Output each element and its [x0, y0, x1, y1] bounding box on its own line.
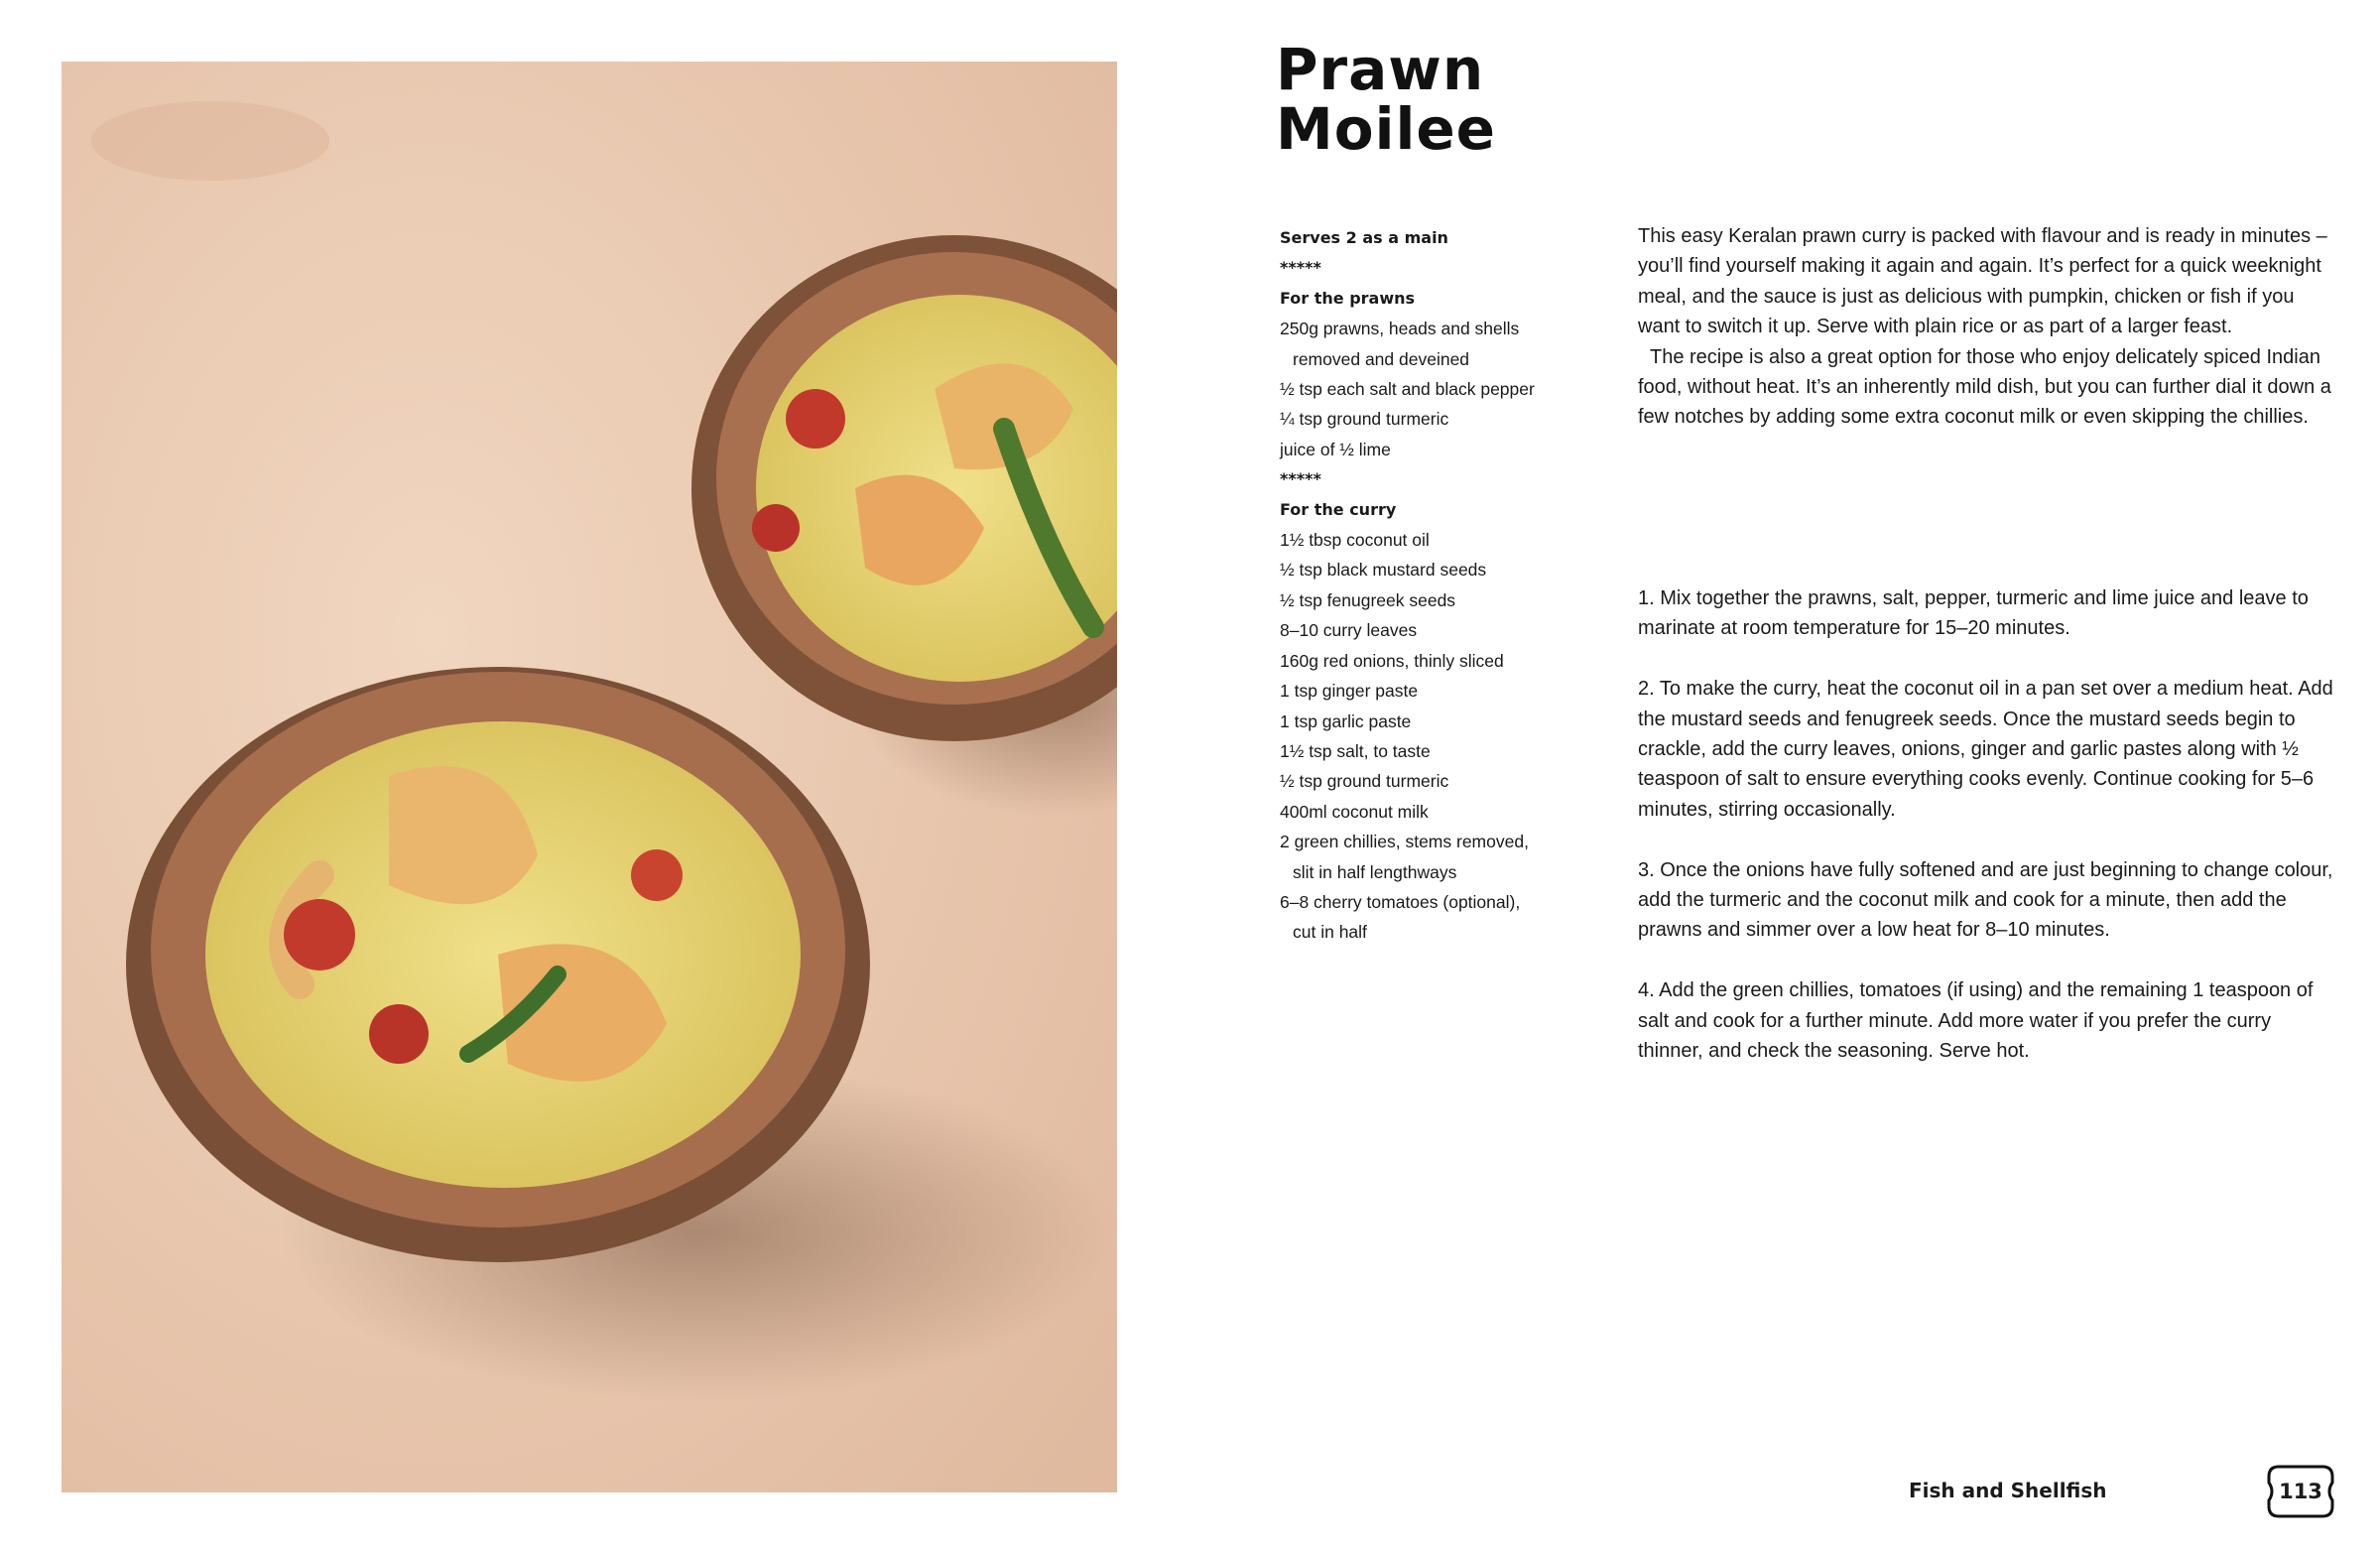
- method-step: 4. Add the green chillies, tomatoes (if using) and the remaining 1 teaspoon of salt and cook for a further minute. Add more water if you prefer the curry thinner, and check the seasoning. Serve hot.: [1638, 979, 2314, 1063]
- recipe-intro: [1638, 221, 2338, 433]
- ingredient-item: 250g prawns, heads and shells: [1280, 319, 1520, 339]
- title-line-2: Moilee: [1276, 95, 1496, 163]
- ingredient-item: 1 tsp garlic paste: [1280, 710, 1412, 731]
- ingredient-item: ¼ tsp ground turmeric: [1280, 409, 1449, 430]
- ingredient-item: 8–10 curry leaves: [1280, 620, 1418, 641]
- ingredient-item: 1½ tbsp coconut oil: [1280, 530, 1430, 551]
- ingredient-item: 6–8 cherry tomatoes (optional),: [1280, 891, 1521, 912]
- ingredient-item: juice of ½ lime: [1280, 439, 1391, 459]
- ingredient-item: 160g red onions, thinly sliced: [1280, 650, 1504, 671]
- page-number: 113: [2279, 1480, 2322, 1503]
- recipe-title: [1276, 36, 1496, 163]
- ingredient-item: 400ml coconut milk: [1280, 801, 1429, 822]
- ingredients-separator: *****: [1280, 469, 1321, 489]
- prawn-curry-bowls-icon: [62, 62, 1117, 1492]
- method-step: 3. Once the onions have fully softened and are just beginning to change colour, add the turmeric and the coconut milk and cook for a minute, then add the prawns and simmer over a low heat for 8–10 minutes.: [1638, 858, 2333, 942]
- ingredient-item: 2 green chillies, stems removed,: [1280, 832, 1529, 852]
- ingredients-list: [1280, 223, 1597, 948]
- ingredient-item: 1½ tsp salt, to taste: [1280, 740, 1431, 761]
- intro-paragraph: This easy Keralan prawn curry is packed with flavour and is ready in minutes – you’ll find yourself making it again and again. It’s perfect for a quick weeknight meal, and the sauce is just as delicious with pumpkin, chicken or fish if you want to switch it up. Serve with plain rice or as part of a larger feast.: [1638, 225, 2327, 338]
- method-step: 1. Mix together the prawns, salt, pepper, turmeric and lime juice and leave to marinate at room temperature for 15–20 minutes.: [1638, 587, 2309, 640]
- page-number-badge: [2265, 1463, 2336, 1520]
- ingredients-heading: Serves 2 as a main: [1280, 228, 1448, 247]
- recipe-method: [1638, 583, 2338, 1097]
- recipe-photo: [62, 62, 1117, 1492]
- ingredient-item: removed and deveined: [1293, 348, 1470, 369]
- ingredient-item: ½ tsp each salt and black pepper: [1280, 379, 1535, 400]
- section-name: Fish and Shellfish: [1909, 1479, 2107, 1502]
- ingredient-item: cut in half: [1293, 922, 1367, 943]
- ingredients-heading: For the prawns: [1280, 288, 1416, 308]
- title-line-1: Prawn: [1276, 36, 1485, 103]
- ingredient-item: ½ tsp ground turmeric: [1280, 771, 1449, 792]
- ingredient-item: ½ tsp black mustard seeds: [1280, 560, 1487, 581]
- method-step: 2. To make the curry, heat the coconut oil in a pan set over a medium heat. Add the mustard seeds and fenugreek seeds. Once the mustard seeds begin to crackle, add the curry leaves, onions, ginger and garlic pastes along with ½ teaspoon of salt to ensure everything cooks evenly. Continue cooking for 5–6 minutes, stirring occasionally.: [1638, 678, 2333, 821]
- ingredient-item: ½ tsp fenugreek seeds: [1280, 589, 1456, 610]
- ingredient-item: 1 tsp ginger paste: [1280, 681, 1419, 702]
- ingredient-item: slit in half lengthways: [1293, 861, 1457, 882]
- ingredients-heading: For the curry: [1280, 499, 1397, 519]
- intro-paragraph: The recipe is also a great option for those who enjoy delicately spiced Indian food, without heat. It’s an inherently mild dish, but you can further dial it down a few notches by adding some extra coconut milk or even skipping the chillies.: [1638, 345, 2331, 429]
- ingredients-separator: *****: [1280, 258, 1321, 278]
